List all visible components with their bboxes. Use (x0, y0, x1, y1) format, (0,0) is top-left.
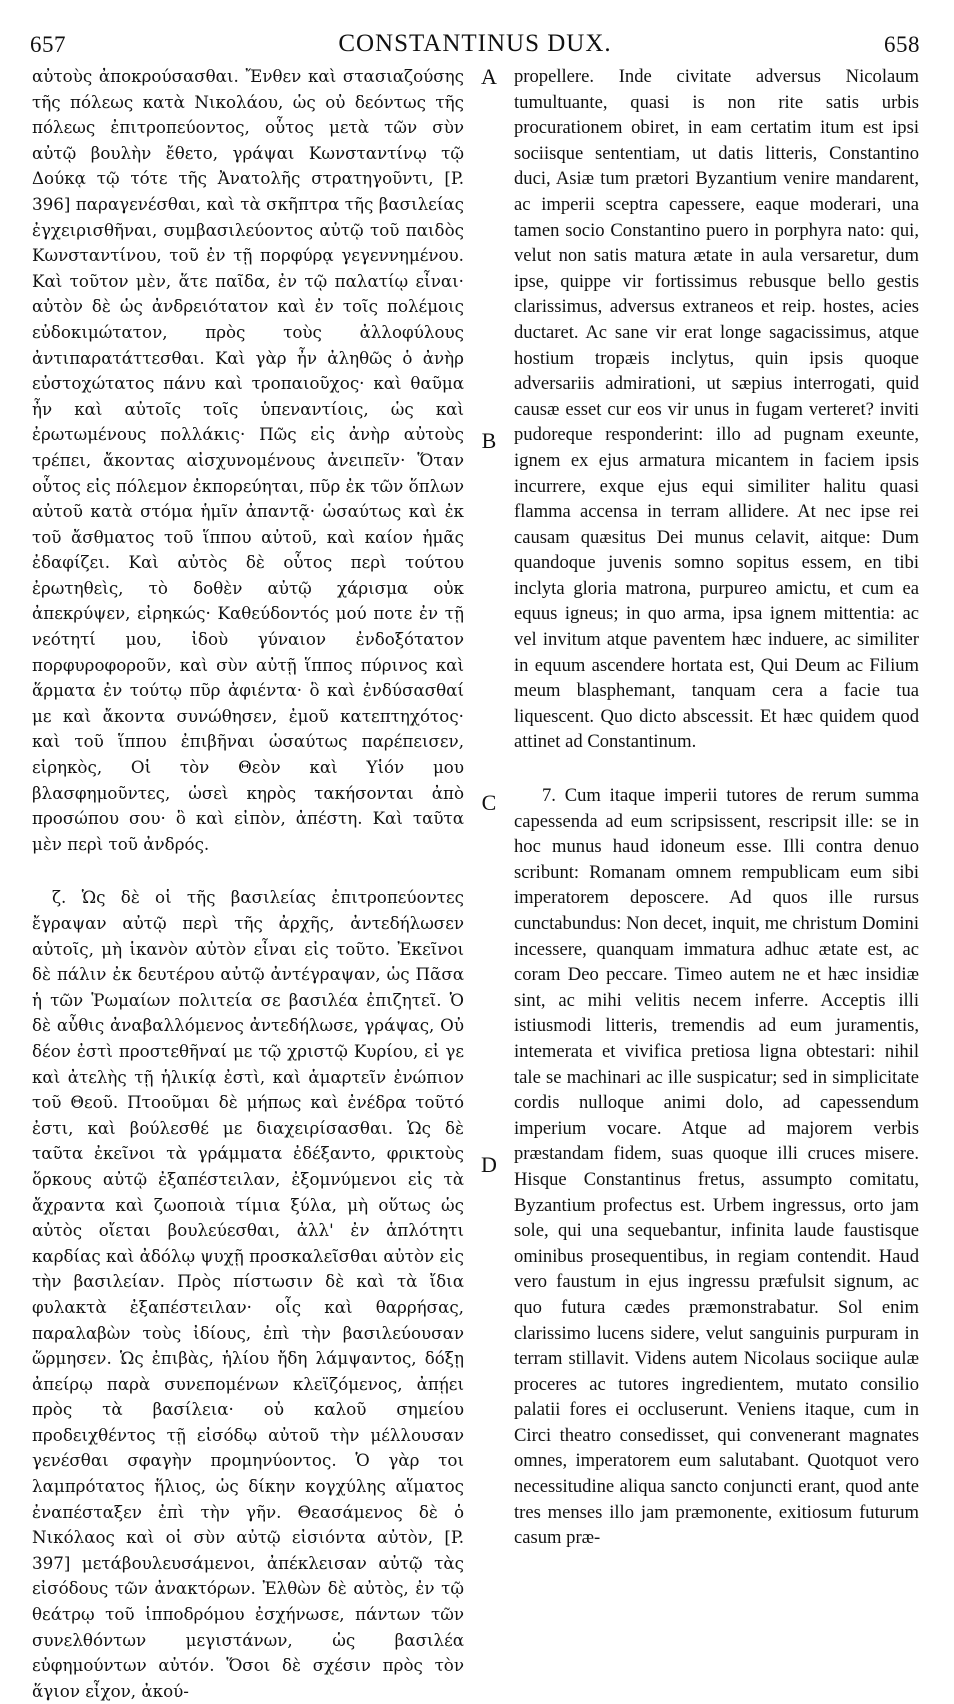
latin-paragraph-1: propellere. Inde civitate adversus Nicolaum tumultuante, quasi is non rite satis urbis procurationem obiret, in eam certatim itum est ipsi sociisque sententiam, ut datis litteris, Constantino duci, Asiæ tum prætori Byzantium venire mandarent, ac imperii sceptra capessere, eaque moderari, una tamen socio Constantino puero in porphyra nato: qui, velut non satis matura ætate in aula versaretur, dum ipse, quippe vir fortissimus rebusque bello gestis clarissimus, adversus extraneos et reip. hostes, acies ductaret. Ac sane vir erat longe sagacissimus, atque hostium tropæis inclytus, quin ipsis quoque adversariis admirationi, ut sæpius interrogati, quid causæ esset cur eos vir unus in fugam verteret? inviti pudoreque responderint: illo ad pugnam exeunte, ignem ex ejus armatura micantem in faciem ipsis incurrere, exque ejus equi similiter halitu quasi flamma accensa in terram allidere. At nec ipse rei causam quæsitus Dei munus celavit, aitque: Dum quandoque juvenis somno sopitus essem, en tibi inclyta gloria matrona, purpureo amictu, et cum ea equus igneus; in quo arma, ipsa ignem mittentia: ac vel invitum atque paventem hæc induere, ac similiter in equum ascendere hortata est, Qui Deum ac Filium meum blasphemant, tanquam cera a facie tua liquescent. Quo dicto abscessit. Et hæc quidem quod attinet ad Constantinum. (514, 66, 919, 753)
page-number-right: 658 (884, 32, 920, 57)
greek-column (32, 64, 464, 1701)
page-number-left: 657 (30, 32, 66, 57)
section-marker-c: C (481, 790, 497, 815)
running-title: CONSTANTINUS DUX. (338, 30, 612, 57)
section-marker-b: B (481, 428, 497, 453)
greek-paragraph-2: ζ. Ὡς δὲ οἱ τῆς βασιλείας ἐπιτροπεύοντες ἔγραψαν αὐτῷ περὶ τῆς ἀρχῆς, ἀντεδήλωσεν αὐτοῖς, μὴ ἱκανὸν αὐτὸν εἶναι εἰς τοῦτο. Ἐκεῖνοι δὲ πάλιν ἐκ δευτέρου αὐτῷ ἀντέγραψαν, ὡς Πᾶσα ἡ τῶν Ῥωμαίων πολιτεία σε βασιλέα ἐπιζητεῖ. Ὁ δὲ αὖθις ἀναβαλλόμενος ἀντεδήλωσε, γράψας, Οὐ δέον ἐστὶ προστεθῆναί με τῷ χριστῷ Κυρίου, εἰ γε καὶ ἀτελὴς τῇ ἡλικίᾳ ἐστὶ, καὶ ἁμαρτεῖν ἐνώπιον τοῦ Θεοῦ. Πτοοῦμαι δὲ μήπως καὶ ἐνέδρα τοῦτό ἐστι, καὶ βούλεσθέ με διαχειρίσασθαι. Ὡς δὲ ταῦτα ἐκεῖνοι τὰ γράμματα ἐδέξαντο, φρικτοὺς ὅρκους αὐτῷ ἐξαπέστειλαν, ἐξομνύμενοι εἰς τὰ ἄχραντα καὶ ζωοποιὰ τίμια ξύλα, μὴ οὕτως ὡς αὐτὸς οἴεται βουλεύεσθαι, ἀλλ' ἐν ἁπλότητι καρδίας καὶ ἀδόλῳ ψυχῇ προσκαλεῖσθαι αὐτὸν εἰς τὴν βασιλείαν. Πρὸς πίστωσιν δὲ καὶ τὰ ἴδια φυλακτὰ ἐξαπέστειλαν· οἷς καὶ θαρρήσας, παραλαβὼν τοὺς ἰδίους, ἐπὶ τὴν βασιλεύουσαν ὥρμησεν. Ὡς ἐπιβὰς, ἡλίου ἤδη λάμψαντος, δόξῃ ἀπείρῳ παρὰ συνεπομένων κλεϊζόμενος, ἀπῄει πρὸς τὰ βασίλεια· οὐ καλοῦ σημείου προδειχθέντος τῇ εἰσόδῳ αὐτοῦ τὴν μέλλουσαν γενέσθαι σφαγὴν προμηνύοντος. Ὁ γὰρ τοι λαμπρότατος ἥλιος, ὡς δίκην κογχύλης αἵματος ἐναπέσταξεν ἐπὶ τὴν γῆν. Θεασάμενος δὲ ὁ Νικόλαος καὶ οἱ σὺν αὐτῷ εἰσιόντα αὐτὸν, [P. 397] μετάβουλευσάμενοι, ἀπέκλεισαν αὐτῷ τὰς εἰσόδους τῶν ἀνακτόρων. Ἐλθὼν δὲ αὐτὸς, ἐν τῷ θεάτρῳ τοῦ ἱπποδρόμου ἐσχήνωσε, πάντων τῶν συνελθόντων μεγιστάνων, ὡς βασιλέα εὐφημούντων αὐτόν. Ὅσοι δὲ σχέσιν πρὸς τὸν ἅγιον εἶχον, ἀκού- (32, 887, 464, 1701)
latin-column (514, 64, 919, 1549)
running-header (30, 22, 920, 58)
section-marker-d: D (481, 1152, 497, 1177)
section-marker-a: A (481, 64, 497, 89)
greek-paragraph-1: αὐτοὺς ἀποκρούσασθαι. Ἔνθεν καὶ στασιαζούσης τῆς πόλεως κατὰ Νικολάου, ὡς οὐ δεόντως τῆς πόλεως ἐπιτροπεύοντος, οὗτος μετὰ τῶν σὺν αὐτῷ βουλὴν ἔθετο, γράψαι Κωνσταντίνῳ τῷ Δούκᾳ τῷ τότε τῆς Ἀνατολῆς στρατηγοῦντι, [P. 396] παραγενέσθαι, καὶ τὰ σκῆπτρα τῆς βασιλείας ἐγχειρισθῆναι, συμβασιλεύοντος αὐτῷ τοῦ παιδὸς Κωνσταντίνου, τοῦ ἐν τῇ πορφύρᾳ γεγεννημένου. Καὶ τοῦτον μὲν, ἅτε παῖδα, ἐν τῷ παλατίῳ εἶναι· αὐτὸν δὲ ὡς ἀνδρειότατον καὶ ἐν τοῖς πολέμοις εὐδοκιμώτατον, πρὸς τοὺς ἀλλοφύλους ἀντιπαρατάττεσθαι. Καὶ γὰρ ἦν ἀληθῶς ὁ ἀνὴρ εὐστοχώτατος πάνυ καὶ τροπαιοῦχος· καὶ θαῦμα ἦν καὶ αὐτοῖς τοῖς ὑπεναντίοις, ὡς καὶ ἐρωτωμένους πολλάκις· Πῶς εἰς ἀνὴρ αὐτοὺς τρέπει, ἄκοντας αἰσχυνομένους ἀνειπεῖν· Ὅταν οὗτος εἰς πόλεμον ἐκπορεύηται, πῦρ ἐκ τῶν ὅπλων αὐτοῦ κατὰ στόμα ἡμῖν ἀπαντᾷ· ὡσαύτως καὶ ἐκ τοῦ ἄσθματος τοῦ ἵππου αὐτοῦ, καὶ καίον ἡμᾶς ἐδαφίζει. Καὶ αὐτὸς δὲ οὗτος περὶ τούτου ἐρωτηθεὶς, τὸ δοθὲν αὐτῷ χάρισμα οὐκ ἀπεκρύψεν, εἰρηκώς· Καθεύδοντός μού ποτε ἐν τῇ νεότητί μου, ἰδοὺ γύναιον ἐνδοξότατον πορφυροφοροῦν, καὶ σὺν αὐτῇ ἵππος πύρινος καὶ ἅρματα ἐν τούτῳ πῦρ ἀφιέντα· ὃ καὶ ἐνδύσασθαί με καὶ ἄκοντα συνώθησεν, ἐμοῦ κατεπτηχότος· καὶ τοῦ ἵππου ἐπιβῆναι ὡσαύτως παρέπεισεν, εἰρηκὸς, Οἱ τὸν Θεὸν καὶ Υἱόν μου βλασφημοῦντες, ὡσεὶ κηρὸς τακήσονται ἀπὸ προσώπου σου· ὃ καὶ εἰπὸν, ἀπέστη. Καὶ ταῦτα μὲν περὶ τοῦ ἀνδρός. (32, 66, 464, 854)
latin-paragraph-2: 7. Cum itaque imperii tutores de rerum summa capessenda ad eum scripsissent, rescripsit ille: se in hoc munus haud idoneum esse. Illi contra denuo scribunt: Romanam omnem rempublicam eum sibi imperatorem deposcere. Ad quos ille rursus cunctabundus: Non decet, inquit, me christum Domini incessere, quanquam immatura adhuc ætate est, ac coram Deo peccare. Timeo autem ne et hæc insidiæ sint, ac mihi velitis necem inferre. Acceptis illi istiusmodi litteris, tremendis ad eum juramentis, intemerata et vivifica pretiosa ligna obtestari: nihil tale se machinari ac ille suspicatur; sed in simplicitate cordis nulloque animi dolo, ad capessendum imperium vocare. Atque ad majorem verbis præstandam fidem, suas quoque illi cruces misere. Hisque Constantinus fretus, assumpto comitatu, Byzantium profectus est. Urbem ingressus, orto jam sole, qui una sequebantur, infinita laude faustisque ominibus prosequentibus, in regiam contendit. Haud vero faustum in ejus ingressu præfulsit signum, ac quo futura cædes præmonstrabatur. Sol enim clarissimo lucens sidere, velut sanguinis purpuram in terram stillavit. Videns autem Nicolaus sociique aulæ proceres ac tutores ingredientem, mutato consilio palatii fores ei occluserunt. Veniens itaque, cum in Circi theatro consedisset, qui convenerant magnates omnes, imperatorem eum salutabant. Quotquot vero necessitudine aliqua sancto conjuncti erant, quod ante tres menses illo jam præmonente, exitiosum futurum casum præ- (514, 785, 919, 1549)
